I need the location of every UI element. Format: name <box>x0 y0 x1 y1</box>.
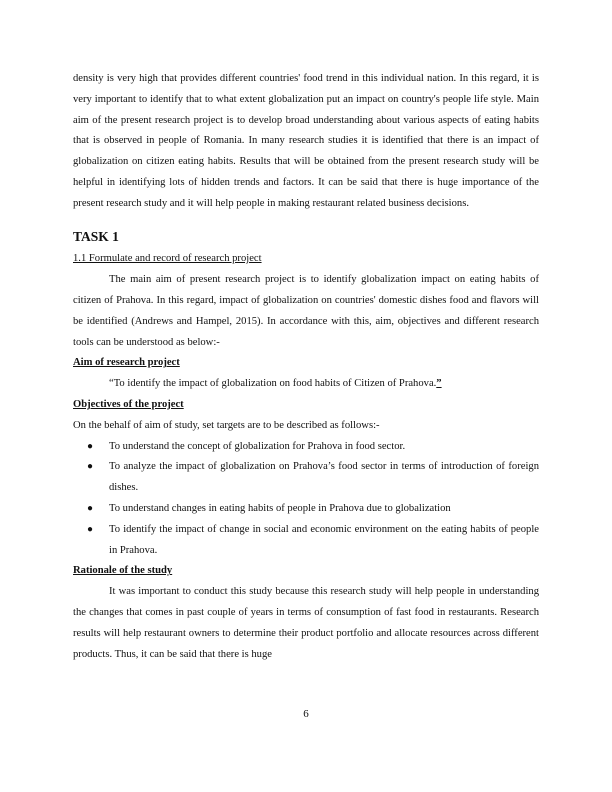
list-item <box>73 520 539 562</box>
objectives-list <box>73 437 539 562</box>
objective-text: To understand the concept of globalization for Prahova in food sector. <box>109 440 406 452</box>
bullet-icon: ● <box>87 502 94 514</box>
page-body <box>73 69 539 665</box>
aim-heading: Aim of research project <box>73 357 180 369</box>
objective-text: To identify the impact of change in social and economic environment on the eating habits of people in Prahova. <box>109 523 539 556</box>
objectives-intro: On the behalf of aim of study, set targets are to be described as follows:- <box>73 419 380 431</box>
list-item <box>73 499 539 520</box>
rationale-paragraph: It was important to conduct this study because this research study will help people in understanding the changes that comes in past couple of years in terms of consumption of fast food in restaurants. Research results will help restaurant owners to determine their product portfolio and allocate resources across different products. Thus, it can be said that there is huge <box>73 586 539 660</box>
objectives-heading: Objectives of the project <box>73 398 184 410</box>
bullet-icon: ● <box>87 440 94 452</box>
bullet-icon: ● <box>87 461 94 473</box>
aim-statement <box>73 374 539 395</box>
list-item <box>73 437 539 458</box>
section-paragraph: The main aim of present research project is to identify globalization impact on eating habits of citizen of Prahova. In this regard, impact of globalization on countries' domestic dishes food and flavors will be identified (Andrews and Hampel, 2015). In accordance with this, aim, objectives and different research tools can be understood as below:- <box>73 274 539 348</box>
list-item <box>73 457 539 499</box>
bullet-icon: ● <box>87 523 94 535</box>
section-title: 1.1 Formulate and record of research project <box>73 253 262 265</box>
task-heading: TASK 1 <box>73 228 119 244</box>
rationale-heading: Rationale of the study <box>73 565 173 577</box>
objective-text: To understand changes in eating habits of people in Prahova due to globalization <box>109 502 451 514</box>
aim-text: “To identify the impact of globalization on food habits of Citizen of Prahova. <box>109 378 437 390</box>
page-number: 6 <box>303 708 309 720</box>
aim-close-quote: ” <box>436 378 442 390</box>
intro-paragraph: density is very high that provides different countries' food trend in this individual nation. In this regard, it is very important to identify that to what extent globalization put an impact on country's people life style. Main aim of the present research project is to develop broad understanding about various aspects of eating habits that is observed in people of Romania. In many research studies it is identified that there is an impact of globalization on citizen eating habits. Results that will be obtained from the present research study will be helpful in identifying lots of hidden trends and factors. It can be said that there is huge importance of the present research study and it will help people in making restaurant related business decisions. <box>73 73 539 209</box>
objective-text: To analyze the impact of globalization on Prahova’s food sector in terms of introduction of foreign dishes. <box>109 461 539 494</box>
